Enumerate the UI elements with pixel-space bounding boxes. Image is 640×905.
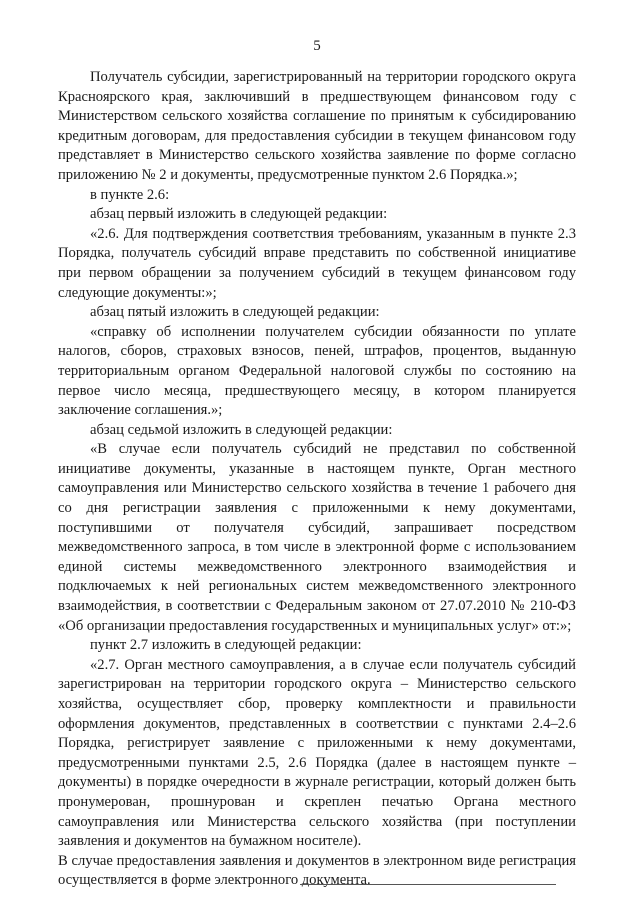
bottom-rule xyxy=(300,884,556,885)
paragraph-item-2-7-text: «2.7. Орган местного самоуправления, а в случае если получатель субсидий зарегистрирован на территории городского округа – Министерство сельского хозяйства, осуществляет сбор, проверку комплектности и правильности оформления документов, представленных в соответствии с пунктами 2.4–2.6 Порядка, регистрирует заявление с приложенными к нему документами, предусмотренными пунктами 2.5, 2.6 Порядка (далее в настоящем пункте – документы) в порядке очередности в журнале регистрации, который должен быть пронумерован, прошнурован и скреплен печатью Органа местного самоуправления или Министерства сельского хозяйства (при поступлении заявления и документов на бумажном носителе). xyxy=(58,656,576,850)
paragraph-interagency-request: «В случае если получатель субсидий не представил по собственной инициативе документы, указанные в настоящем пункте, Орган местного самоуправления или Министерство сельского хозяйства в течение 1 рабочего дня со дня регистрации заявления с приложенными к нему документами, поступившими от получателя субсидий, запрашивает посредством межведомственного запроса, в том числе в электронной форме с использованием единой системы межведомственного электронного взаимодействия и подключаемых к ней региональных систем межведомственного электронного взаимодействия, в соответствии с Федеральным законом от 27.07.2010 № 210-ФЗ «Об организации предоставления государственных и муниципальных услуг» от:»; xyxy=(58,441,576,634)
paragraph-tax-certificate: «справку об исполнении получателем субсидии обязанности по уплате налогов, сборов, страховых взносов, пеней, штрафов, процентов, выданную территориальным органом Федеральной налоговой службы по состоянию на первое число месяца, предшествующего месяцу, в котором планируется заключение соглашения.»; xyxy=(58,323,576,419)
paragraph-item-2-7-instruction: пункт 2.7 изложить в следующей редакции: xyxy=(90,637,362,654)
paragraph-fifth-abzac-instruction: абзац пятый изложить в следующей редакции: xyxy=(90,304,380,321)
paragraph-seventh-abzac-instruction: абзац седьмой изложить в следующей редакции: xyxy=(90,421,393,438)
paragraph-item-2-6-intro: в пункте 2.6: xyxy=(90,186,170,203)
page-number: 5 xyxy=(313,38,321,54)
paragraph-recipient-application: Получатель субсидии, зарегистрированный на территории городского округа Красноярского края, заключивший в предшествующем финансовом году с Министерством сельского хозяйства соглашение по принятым к субсидированию кредитным договорам, для предоставления субсидии в текущем финансовом году представляет в Министерство сельского хозяйства заявление по форме согласно приложению № 2 и документы, предусмотренные пунктом 2.6 Порядка.»; xyxy=(58,69,576,183)
paragraph-item-2-6-text: «2.6. Для подтверждения соответствия требованиям, указанным в пункте 2.3 Порядка, получатель субсидий вправе представить по собственной инициативе при первом обращении за получением субсидий в текущем финансовом году следующие документы:»; xyxy=(58,225,576,301)
paragraph-electronic-registration: В случае предоставления заявления и документов в электронном виде регистрация осуществляется в форме электронного документа. xyxy=(58,852,576,889)
paragraph-first-abzac-instruction: абзац первый изложить в следующей редакции: xyxy=(90,206,388,223)
